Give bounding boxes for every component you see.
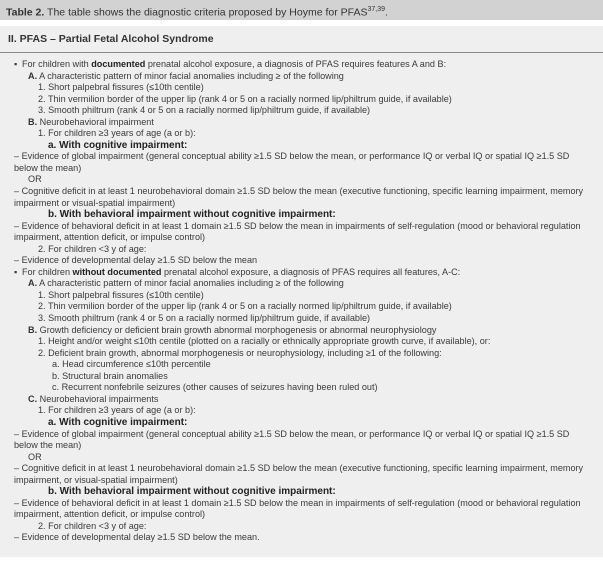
list-item: 2. For children <3 y of age: xyxy=(38,243,147,254)
list-subheading: a. With cognitive impairment: xyxy=(48,416,188,428)
list-item: – Evidence of global impairment (general conceptual ability ≥1.5 SD below the mean, or performance IQ or verbal IQ or spatial IQ ≥1.5 SD below the mean) xyxy=(14,428,570,451)
list-item: 1. Short palpebral fissures (≤10th centile) xyxy=(38,82,204,93)
list-item: – Evidence of global impairment (general conceptual ability ≥1.5 SD below the mean, or performance IQ or verbal IQ or spatial IQ ≥1.5 SD below the mean) xyxy=(14,151,570,173)
list-item: ▪ For children with documented prenatal alcohol exposure, a diagnosis of PFAS requires features A and B: xyxy=(14,59,447,69)
list-item: OR xyxy=(28,174,42,185)
list-item: C. Neurobehavioral impairments xyxy=(28,393,159,404)
caption-refs: 37,39 xyxy=(367,6,385,13)
bullet-icon: ▪ xyxy=(14,59,18,69)
list-item: 1. For children ≥3 years of age (a or b): xyxy=(38,405,196,416)
list-item: A. A characteristic pattern of minor facial anomalies including ≥ of the following xyxy=(28,278,344,289)
list-item: B. Growth deficiency or deficient brain growth abnormal morphogenesis or abnormal neurophysiology xyxy=(28,324,437,335)
list-item: 1. For children ≥3 years of age (a or b): xyxy=(38,128,196,139)
list-item: – Evidence of behavioral deficit in at least 1 domain ≥1.5 SD below the mean in impairments of self-regulation (mood or behavioral regulation impairment, attention deficit, or impulse control) xyxy=(14,220,581,243)
section-title: II. PFAS – Partial Fetal Alcohol Syndrome xyxy=(8,33,214,45)
list-item: c. Recurrent nonfebrile seizures (other causes of seizures having been ruled out) xyxy=(52,382,378,393)
table-caption xyxy=(0,0,603,20)
list-item: b. Structural brain anomalies xyxy=(52,370,168,381)
caption-label: Table 2. xyxy=(6,6,45,19)
bullet-icon: ▪ xyxy=(14,266,18,277)
list-item: – Evidence of behavioral deficit in at least 1 domain ≥1.5 SD below the mean in impairments of self-regulation (mood or behavioral regulation impairment, attention deficit, or impulse control) xyxy=(14,497,581,520)
list-item: – Cognitive deficit in at least 1 neurobehavioral domain ≥1.5 SD below the mean (executive functioning, specific learning impairment, memory impairment, or visual-spatial impairment) xyxy=(14,463,584,485)
caption-text: The table shows the diagnostic criteria proposed by Hoyme for PFAS xyxy=(44,6,368,19)
list-subheading: b. With behavioral impairment without cognitive impairment: xyxy=(48,486,336,498)
list-item: 2. For children <3 y of age: xyxy=(38,520,147,531)
list-item: OR xyxy=(28,451,42,462)
criteria-box xyxy=(0,26,603,557)
section-divider xyxy=(0,52,603,53)
list-item: 1. Short palpebral fissures (≤10th centile) xyxy=(38,289,204,300)
list-item: 2. Thin vermilion border of the upper lip (rank 4 or 5 on a racially normed lip/philtrum guide, if available) xyxy=(38,301,452,312)
list-item: 3. Smooth philtrum (rank 4 or 5 on a racially normed lip/philtrum guide, if available) xyxy=(38,105,371,116)
list-item: 2. Deficient brain growth, abnormal morphogenesis or neurophysiology, including ≥1 of the following: xyxy=(38,347,442,358)
list-item: – Evidence of developmental delay ≥1.5 SD below the mean xyxy=(14,255,258,266)
list-item: ▪ For children without documented prenatal alcohol exposure, a diagnosis of PFAS requires all features, A-C: xyxy=(14,266,461,277)
list-item: A. A characteristic pattern of minor facial anomalies including ≥ of the following xyxy=(28,70,344,81)
list-item: – Cognitive deficit in at least 1 neurobehavioral domain ≥1.5 SD below the mean (executive functioning, specific learning impairment, memory impairment or visual-spatial impairment) xyxy=(14,186,584,208)
list-item: 2. Thin vermilion border of the upper lip (rank 4 or 5 on a racially normed lip/philtrum guide, if available) xyxy=(38,93,452,104)
list-item: 3. Smooth philtrum (rank 4 or 5 on a racially normed lip/philtrum guide, if available) xyxy=(38,313,371,324)
caption-end: . xyxy=(385,6,388,19)
list-subheading: b. With behavioral impairment without cognitive impairment: xyxy=(48,209,336,221)
list-item: 1. Height and/or weight ≤10th centile (plotted on a racially or ethnically appropriate growth curve, if available), or: xyxy=(38,336,491,347)
list-item: a. Head circumference ≤10th percentile xyxy=(52,359,211,370)
list-item: B. Neurobehavioral impairment xyxy=(28,116,154,127)
list-subheading: a. With cognitive impairment: xyxy=(48,139,188,151)
list-item: – Evidence of developmental delay ≥1.5 SD below the mean. xyxy=(14,532,260,543)
